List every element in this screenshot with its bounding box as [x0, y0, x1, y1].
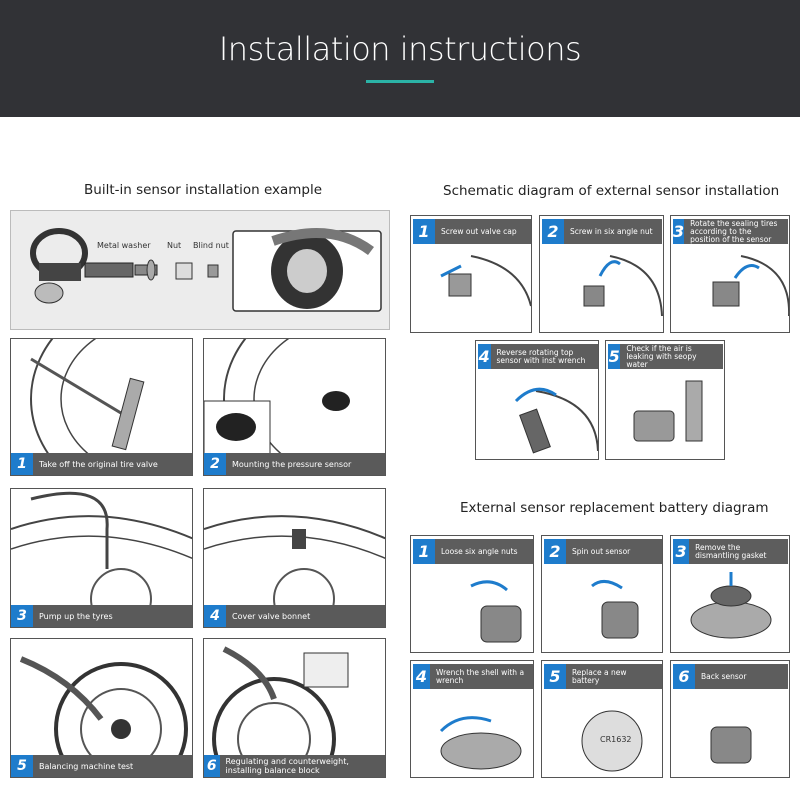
step-text: Screw in six angle nut [570, 226, 653, 236]
step-number: 6 [673, 664, 695, 689]
step-text: Pump up the tyres [39, 611, 113, 621]
battery-step-3 [670, 535, 790, 653]
step-number: 6 [204, 755, 220, 777]
step-text: Cover valve bonnet [232, 611, 311, 621]
builtin-step-5 [10, 638, 193, 778]
external-step-5 [605, 340, 725, 460]
step-number: 1 [413, 219, 435, 244]
step-tag [413, 664, 533, 689]
step-number: 5 [544, 664, 566, 689]
header-banner [0, 0, 800, 117]
title-accent-rule [366, 80, 434, 83]
step-number: 5 [608, 344, 620, 369]
step-tag [544, 664, 662, 689]
battery-step-4 [410, 660, 534, 778]
builtin-step-1 [10, 338, 193, 476]
step-number: 2 [204, 453, 226, 475]
step-tag [542, 219, 662, 244]
step-number: 4 [204, 605, 226, 627]
step-caption [204, 755, 386, 777]
step-caption [11, 755, 193, 777]
external-install-section-title: Schematic diagram of external sensor installation [443, 183, 780, 199]
step-number: 2 [544, 539, 566, 564]
step-tag [673, 664, 788, 689]
external-step-1 [410, 215, 532, 333]
external-step-4 [475, 340, 599, 460]
battery-step-6 [670, 660, 790, 778]
step-text: Reverse rotating top sensor with inst wrench [496, 347, 586, 365]
step-number: 4 [413, 664, 430, 689]
nut-label: Nut [167, 241, 182, 250]
external-step-3 [670, 215, 790, 333]
builtin-step-2 [203, 338, 386, 476]
external-step-2 [539, 215, 664, 333]
builtin-step-4 [203, 488, 386, 628]
step-number: 5 [11, 755, 33, 777]
step-number: 3 [673, 219, 684, 244]
step-text: Replace a new battery [571, 667, 627, 685]
battery-section-title: External sensor replacement battery diagram [460, 500, 769, 516]
builtin-step-3 [10, 488, 193, 628]
step-text: Regulating and counterweight, installing balance block [225, 757, 349, 775]
step-tag [544, 539, 662, 564]
step-number: 4 [478, 344, 491, 369]
step-tag [673, 219, 788, 244]
step-text: Remove the dismantling gasket [695, 542, 767, 560]
battery-step-2 [541, 535, 663, 653]
blind-nut-label: Blind nut [193, 241, 229, 250]
step-text: Balancing machine test [39, 761, 134, 771]
step-number: 2 [542, 219, 564, 244]
step-tag [673, 539, 788, 564]
step-number: 1 [413, 539, 435, 564]
step-caption [204, 453, 386, 475]
battery-step-5 [541, 660, 663, 778]
step-text: Wrench the shell with a wrench [436, 667, 525, 685]
step-text: Mounting the pressure sensor [232, 459, 352, 469]
step-tag [478, 344, 598, 369]
step-caption [11, 453, 193, 475]
step-tag [608, 344, 723, 369]
builtin-step-6 [203, 638, 386, 778]
step-number: 1 [11, 453, 33, 475]
step-text: Loose six angle nuts [441, 546, 518, 556]
step-caption [204, 605, 386, 627]
step-text: Spin out sensor [572, 546, 631, 556]
metal-washer-label: Metal washer [97, 241, 151, 250]
parts-illustration [11, 211, 390, 330]
battery-step-1 [410, 535, 534, 653]
page-title: Installation instructions [218, 30, 582, 68]
step-tag [413, 219, 531, 244]
step-text: Check if the air is leaking with seopy water [626, 343, 697, 369]
battery-label: CR1632 [600, 735, 632, 744]
step-text: Rotate the sealing tires according to the position of the sensor [690, 218, 778, 244]
step-text: Take off the original tire valve [39, 459, 158, 469]
builtin-section-title: Built-in sensor installation example [84, 182, 323, 198]
parts-diagram [10, 210, 390, 330]
step-caption [11, 605, 193, 627]
step-number: 3 [11, 605, 33, 627]
step-number: 3 [673, 539, 689, 564]
step-tag [413, 539, 533, 564]
step-text: Screw out valve cap [441, 226, 517, 236]
step-text: Back sensor [701, 671, 747, 681]
